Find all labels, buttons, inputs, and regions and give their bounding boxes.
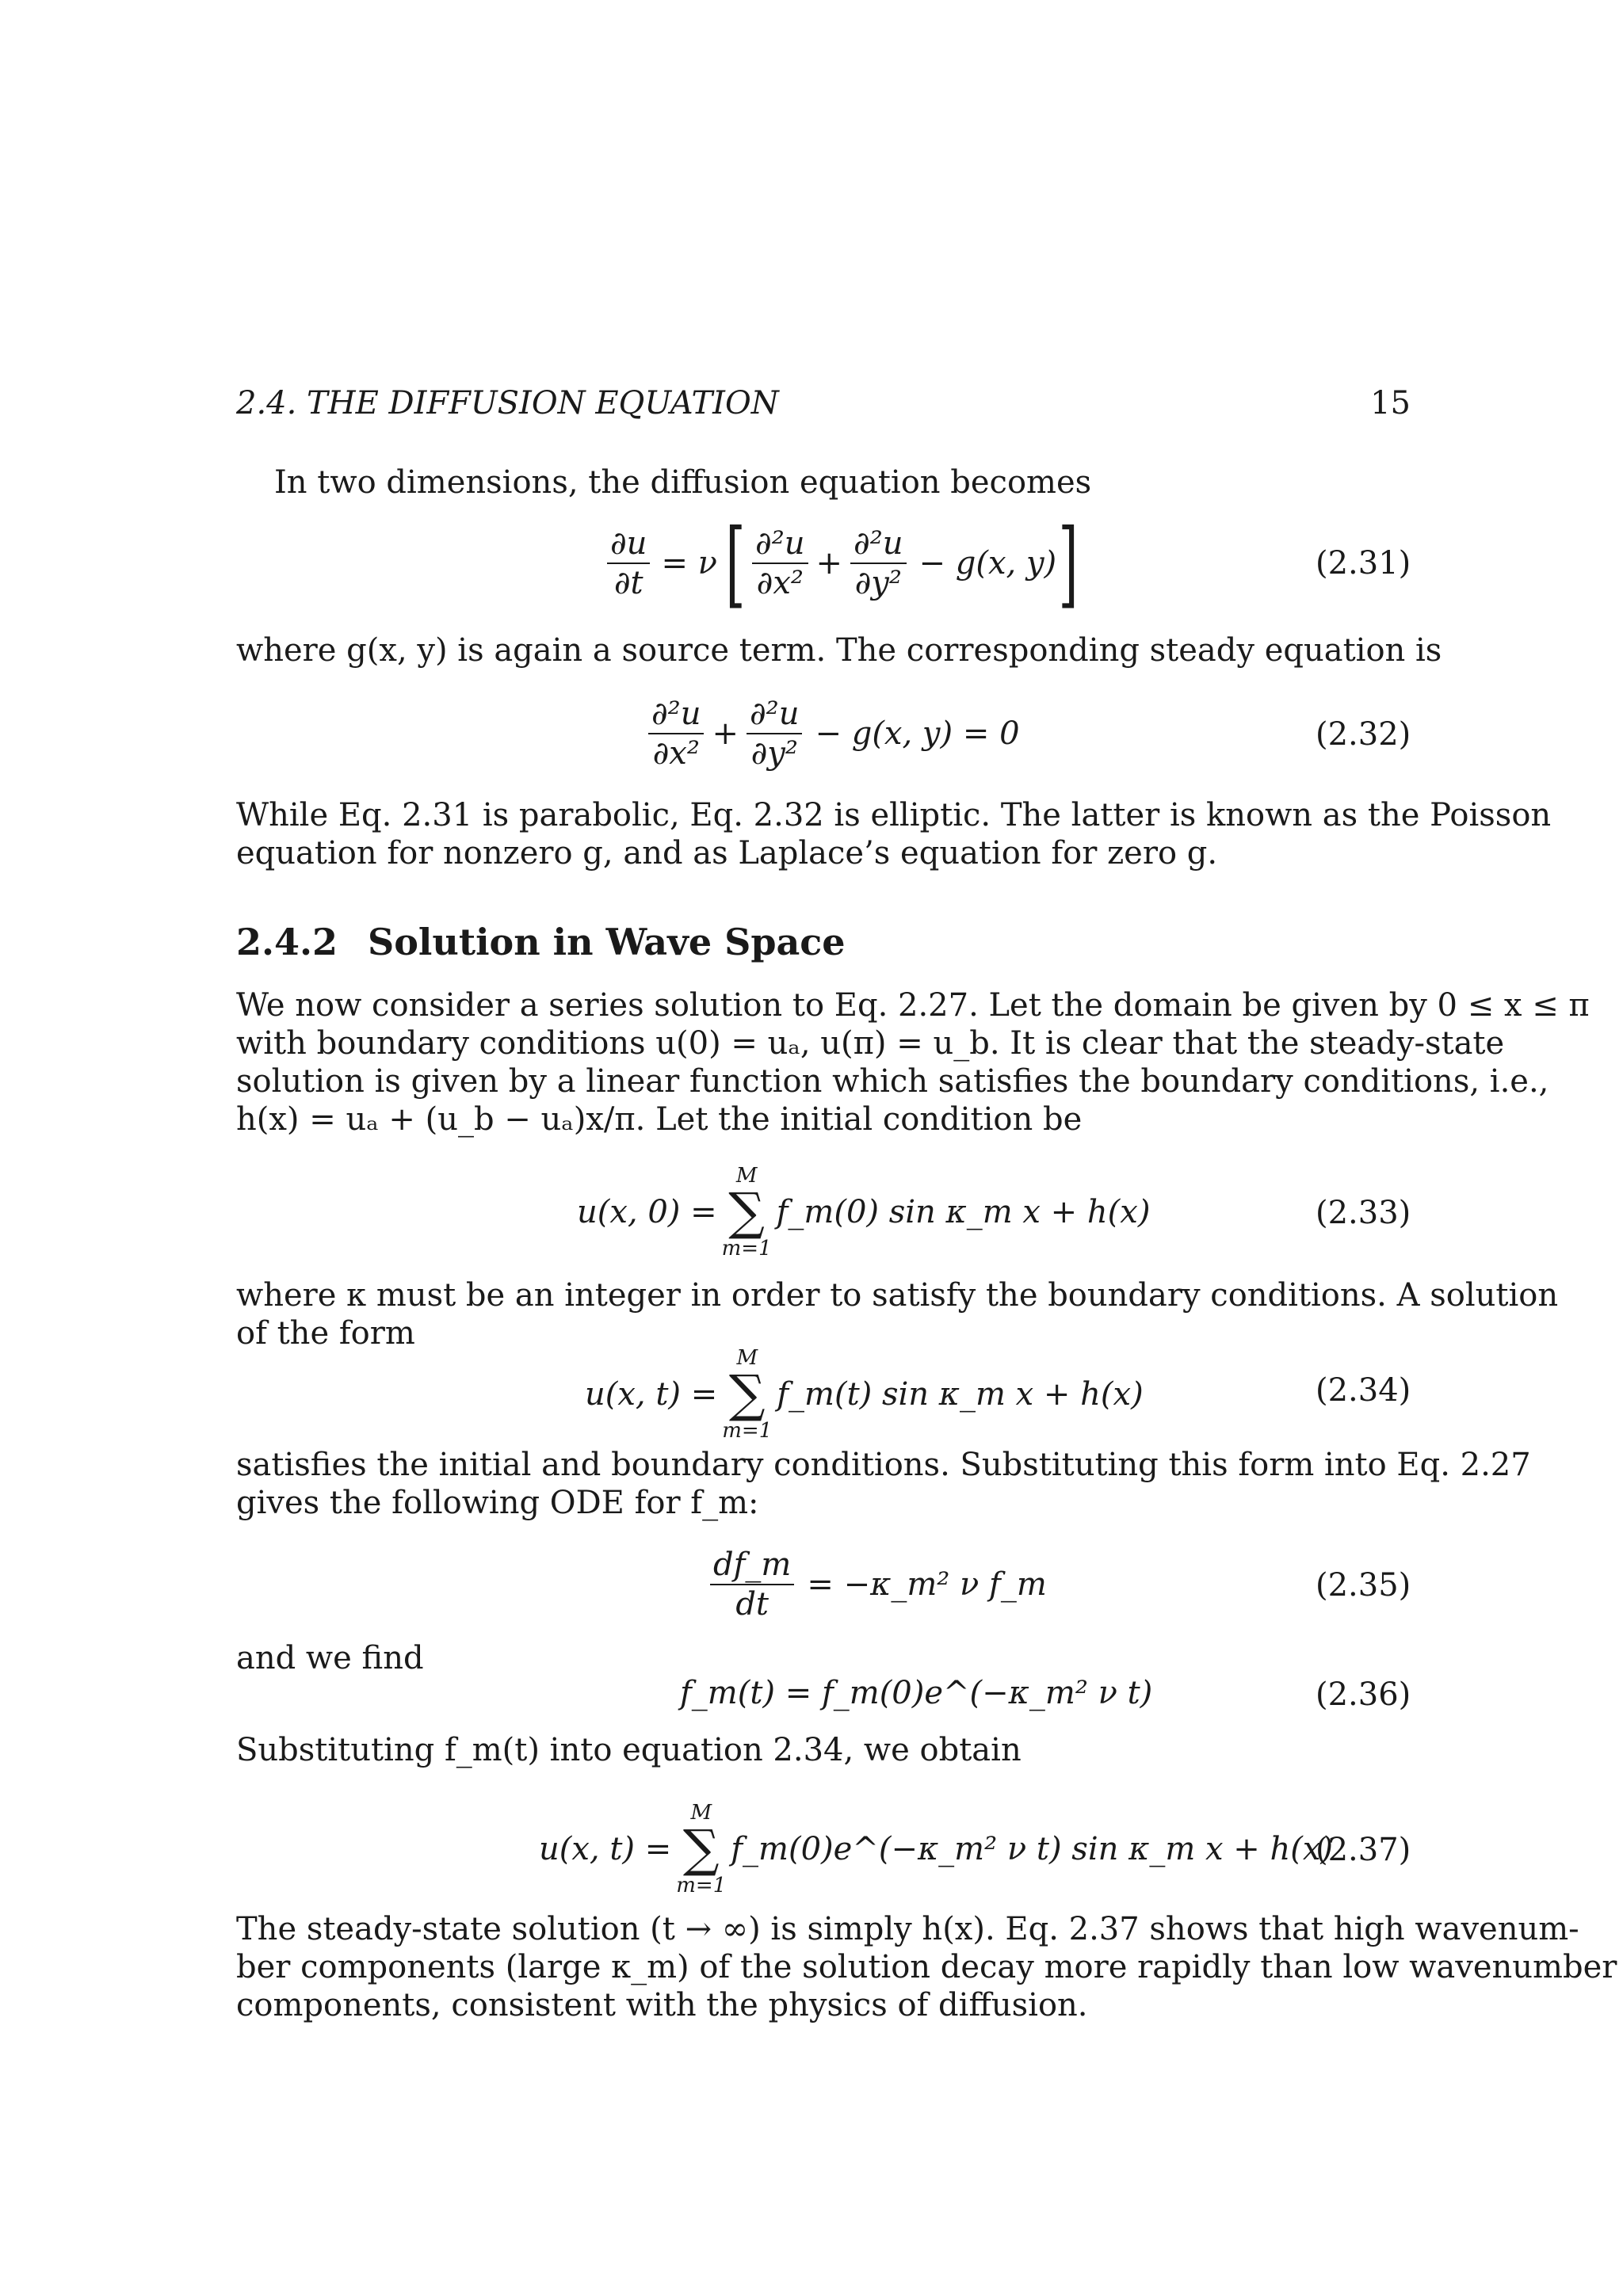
equation-2-31: $\frac{\partial u}{\partial t}$ = ν [ $\frac{\text{∂²u}}{\text{∂x²}}$ + $\frac{\text{∂²u}}{\text{∂y²}}$ − g(x, y) ] (602, 512, 1080, 615)
equation-2-37: u(x, t) = M ∑ m=1 f_m(0)e^(−κ_m² ν t) sin κ_m x + h(x) (539, 1801, 1333, 1897)
paragraph-5-line-2: of the form (236, 1315, 415, 1352)
right-bracket: ] (1058, 509, 1079, 618)
paragraph-9-line-3: components, consistent with the physics of diffusion. (236, 1987, 1088, 2023)
fraction-d2u-dx2: $\frac{\text{∂²u}}{\text{∂x²}}$ (648, 695, 704, 772)
paragraph-4-line-4: h(x) = uₐ + (u_b − uₐ)x/π. Let the initial condition be (236, 1101, 1083, 1138)
section-title: Solution in Wave Space (368, 921, 846, 963)
equation-2-35: $\frac{df\_m}{dt}$ = −κ_m² ν f_m (705, 1537, 1047, 1632)
paragraph-4-line-2: with boundary conditions u(0) = uₐ, u(π) = u_b. It is clear that the steady-state (236, 1025, 1505, 1062)
equation-2-34: u(x, t) = M ∑ m=1 f_m(t) sin κ_m x + h(x) (585, 1346, 1144, 1443)
summation-sign: M ∑ m=1 (676, 1801, 727, 1897)
equation-number: (2.37) (1316, 1832, 1411, 1868)
paragraph-3-line-1: While Eq. 2.31 is parabolic, Eq. 2.32 is elliptic. The latter is known as the Poisson (236, 797, 1552, 833)
paragraph-9-line-2: ber components (large κ_m) of the solution decay more rapidly than low wavenumber (236, 1949, 1617, 1985)
page-number: 15 (1370, 385, 1411, 421)
running-header: 2.4. THE DIFFUSION EQUATION (236, 385, 779, 421)
paragraph-2: where g(x, y) is again a source term. The corresponding steady equation is (236, 632, 1442, 669)
paragraph-6-line-1: satisfies the initial and boundary conditions. Substituting this form into Eq. 2.27 (236, 1447, 1531, 1483)
paragraph-5-line-1: where κ must be an integer in order to satisfy the boundary conditions. A solution (236, 1277, 1559, 1314)
summation-sign: M ∑ m=1 (722, 1346, 773, 1443)
fraction-d2u-dx2: $\frac{\text{∂²u}}{\text{∂x²}}$ (752, 524, 808, 602)
summation-sign: M ∑ m=1 (721, 1164, 772, 1261)
paragraph-4-line-1: We now consider a series solution to Eq. 2.27. Let the domain be given by 0 ≤ x ≤ π (236, 987, 1590, 1024)
equation-number: (2.31) (1316, 545, 1411, 582)
equation-number: (2.36) (1316, 1676, 1411, 1713)
paragraph-4-line-3: solution is given by a linear function which satisfies the boundary conditions, i.e., (236, 1063, 1549, 1100)
equation-number: (2.35) (1316, 1567, 1411, 1604)
equation-2-36: f_m(t) = f_m(0)e^(−κ_m² ν t) (680, 1675, 1153, 1711)
paragraph-9-line-1: The steady-state solution (t → ∞) is simply h(x). Eq. 2.37 shows that high wavenum- (236, 1911, 1579, 1947)
paragraph-1: In two dimensions, the diffusion equation becomes (274, 464, 1092, 501)
equation-2-33: u(x, 0) = M ∑ m=1 f_m(0) sin κ_m x + h(x) (577, 1164, 1151, 1261)
fraction-dfm-dt: $\frac{df\_m}{dt}$ (710, 1546, 794, 1623)
equation-number: (2.33) (1316, 1195, 1411, 1231)
fraction-du-dt: $\frac{\partial u}{\partial t}$ (607, 524, 650, 602)
paragraph-6-line-2: gives the following ODE for f_m: (236, 1485, 759, 1521)
section-number: 2.4.2 (236, 921, 338, 963)
fraction-d2u-dy2: $\frac{\text{∂²u}}{\text{∂y²}}$ (850, 524, 906, 602)
paragraph-7: and we find (236, 1640, 424, 1676)
equation-number: (2.32) (1316, 716, 1411, 753)
paragraph-3-line-2: equation for nonzero g, and as Laplace’s equation for zero g. (236, 835, 1218, 871)
fraction-d2u-dy2: $\frac{\text{∂²u}}{\text{∂y²}}$ (747, 695, 802, 772)
left-bracket: [ (725, 509, 746, 618)
paragraph-8: Substituting f_m(t) into equation 2.34, we obtain (236, 1732, 1022, 1768)
equation-number: (2.34) (1316, 1372, 1411, 1409)
equation-2-32: $\frac{\text{∂²u}}{\text{∂x²}}$ + $\frac{\text{∂²u}}{\text{∂y²}}$ − g(x, y) = 0 (643, 686, 1020, 781)
